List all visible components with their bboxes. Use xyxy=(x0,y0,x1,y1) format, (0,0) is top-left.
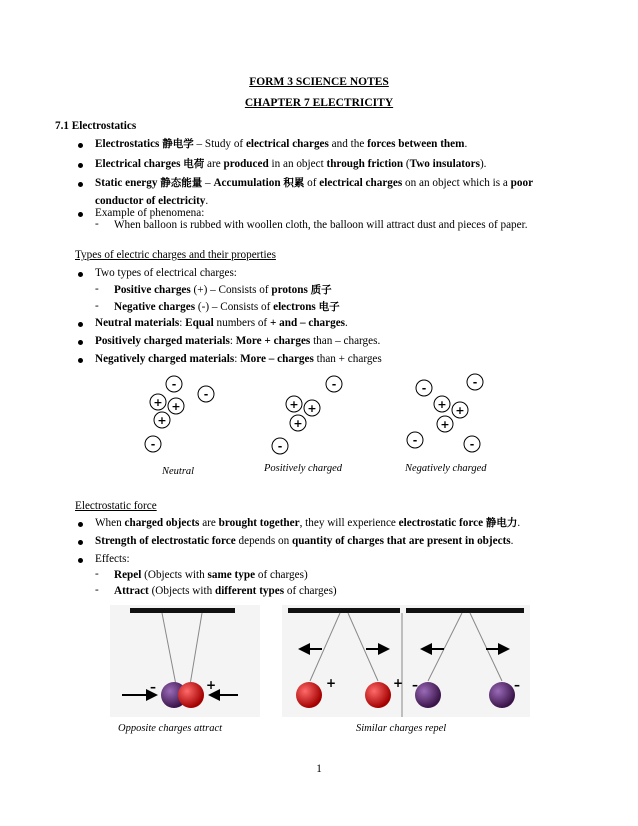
repel-line: Repel (Objects with same type of charges) xyxy=(114,569,308,581)
positive-charges-line: Positive charges (+) – Consists of protons 质子 xyxy=(114,284,332,296)
positive-diagram xyxy=(272,376,342,454)
example-balloon: When balloon is rubbed with woollen cloth, the balloon will attract dust and pieces of paper. xyxy=(114,219,528,231)
minus-symbol: - xyxy=(150,438,156,451)
plus-symbol: + xyxy=(153,396,163,409)
types-heading: Types of electric charges and their properties xyxy=(75,249,276,261)
caption-positive: Positively charged xyxy=(264,463,343,474)
caption-neutral: Neutral xyxy=(162,466,195,477)
bullet-dot xyxy=(78,522,83,527)
section-title: 7.1 Electrostatics xyxy=(55,120,137,132)
plus-symbol: + xyxy=(455,404,465,417)
plus-symbol: + xyxy=(326,676,337,690)
plus-symbol: + xyxy=(289,398,299,411)
attract-image xyxy=(110,605,260,717)
force-heading: Electrostatic force xyxy=(75,500,157,512)
caption-attract: Opposite charges attract xyxy=(118,723,223,734)
caption-negative: Negatively charged xyxy=(405,463,487,474)
bullet-dot xyxy=(78,182,83,187)
doc-title-line1: FORM 3 SCIENCE NOTES xyxy=(249,76,389,88)
plus-symbol: + xyxy=(293,417,303,430)
attract-line: Attract (Objects with different types of charges) xyxy=(114,585,337,597)
plus-symbol: + xyxy=(440,418,450,431)
minus-symbol: - xyxy=(203,388,209,401)
plus-symbol: + xyxy=(393,676,404,690)
repel-image xyxy=(282,605,530,717)
dash-marker: - xyxy=(95,283,99,295)
bullet-electrical-charges: Electrical charges 电荷 are produced in an object through friction (Two insulators). xyxy=(95,158,487,170)
bullet-positive-materials: Positively charged materials: More + charges than – charges. xyxy=(95,335,381,347)
bullet-dot xyxy=(78,163,83,168)
bullet-dot xyxy=(78,212,83,217)
bullet-effects: Effects: xyxy=(95,553,130,565)
dash-marker: - xyxy=(95,218,99,230)
positive-ball xyxy=(178,682,204,708)
positive-ball xyxy=(296,682,322,708)
negative-ball xyxy=(415,682,441,708)
minus-symbol: - xyxy=(472,376,478,389)
minus-symbol: - xyxy=(277,440,283,453)
bullet-example: Example of phenomena: xyxy=(95,207,205,219)
plus-symbol: + xyxy=(307,402,317,415)
bullet-dot xyxy=(78,340,83,345)
caption-repel: Similar charges repel xyxy=(356,723,447,734)
bullet-neutral-materials: Neutral materials: Equal numbers of + and – charges. xyxy=(95,317,348,329)
positive-ball xyxy=(365,682,391,708)
page-number: 1 xyxy=(316,763,322,775)
dash-marker: - xyxy=(95,584,99,596)
negative-ball xyxy=(489,682,515,708)
bullet-negative-materials: Negatively charged materials: More – charges than + charges xyxy=(95,353,382,365)
bullet-dot xyxy=(78,540,83,545)
minus-symbol: - xyxy=(469,438,475,451)
plus-symbol: + xyxy=(206,678,217,692)
minus-symbol: – xyxy=(514,678,520,692)
minus-symbol: - xyxy=(421,382,427,395)
minus-symbol: - xyxy=(331,378,337,391)
minus-symbol: - xyxy=(412,434,418,447)
charge-diagrams xyxy=(120,368,540,468)
bullet-dot xyxy=(78,143,83,148)
plus-symbol: + xyxy=(171,400,181,413)
plus-symbol: + xyxy=(157,414,167,427)
plus-symbol: + xyxy=(437,398,447,411)
bullet-strength: Strength of electrostatic force depends on quantity of charges that are present in objects. xyxy=(95,535,514,547)
dash-marker: - xyxy=(95,568,99,580)
minus-symbol: – xyxy=(150,680,156,694)
bullet-electrostatics: Electrostatics 静电学 – Study of electrical charges and the forces between them. xyxy=(95,138,468,150)
bullet-charged-objects: When charged objects are brought together, they will experience electrostatic force 静电力. xyxy=(95,517,521,529)
bullet-static-energy: Static energy 静态能量 – Accumulation 积累 of electrical charges on an object which is a poor xyxy=(95,177,534,189)
bullet-dot xyxy=(78,558,83,563)
bullet-dot xyxy=(78,272,83,277)
neutral-diagram xyxy=(145,376,214,452)
bullet-two-types: Two types of electrical charges: xyxy=(95,267,237,279)
minus-symbol: – xyxy=(412,678,418,692)
doc-title-line2: CHAPTER 7 ELECTRICITY xyxy=(244,97,394,109)
dash-marker: - xyxy=(95,300,99,312)
bullet-dot xyxy=(78,322,83,327)
negative-diagram xyxy=(407,374,483,452)
bullet-static-energy-cont: conductor of electricity. xyxy=(95,195,209,207)
negative-charges-line: Negative charges (-) – Consists of electrons 电子 xyxy=(114,301,340,313)
bullet-dot xyxy=(78,358,83,363)
pendulum-diagrams xyxy=(110,605,530,720)
minus-symbol: - xyxy=(171,378,177,391)
